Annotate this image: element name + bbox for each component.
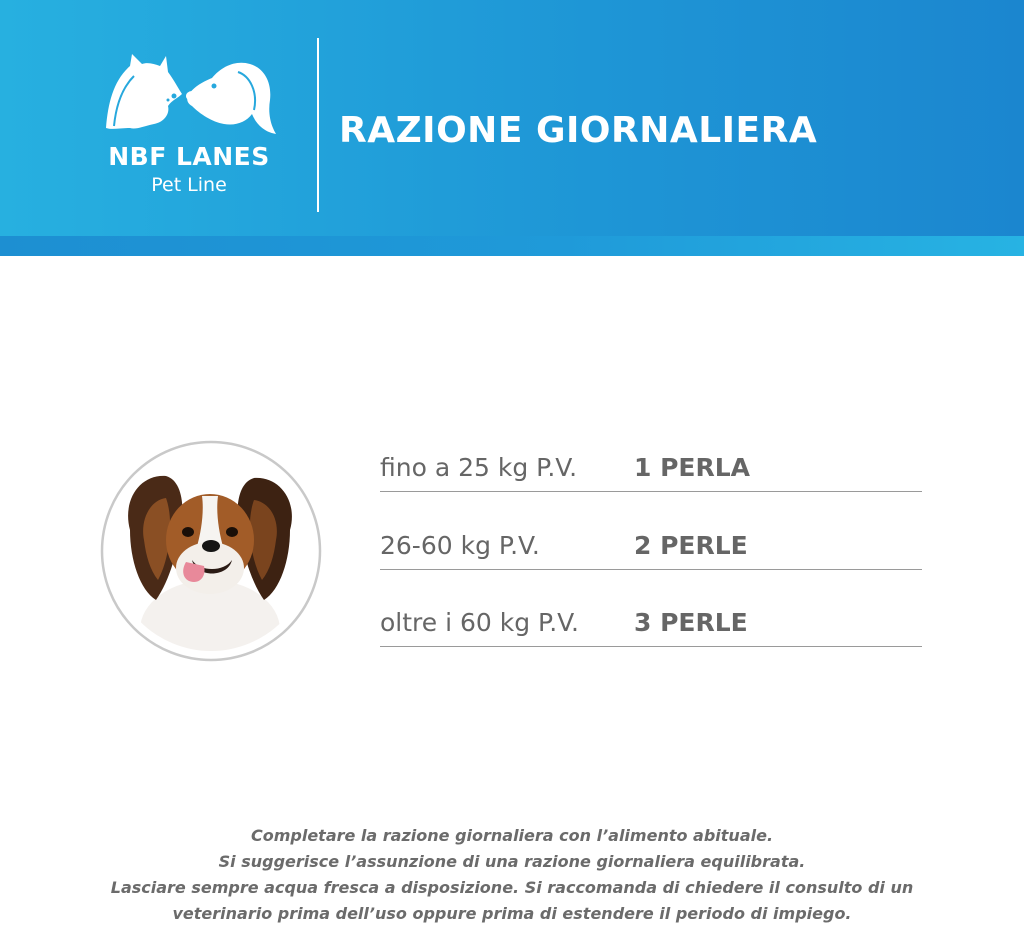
header-divider [317, 38, 319, 212]
dose-amount: 3 PERLE [634, 608, 748, 637]
brand-name: NBF LANES [108, 142, 270, 171]
dose-weight: oltre i 60 kg P.V. [380, 608, 579, 637]
dog-portrait [100, 440, 322, 662]
footnote [60, 823, 964, 927]
cat-dog-logo-icon [100, 52, 280, 140]
header-stripe [0, 236, 1024, 256]
row-divider [380, 569, 922, 570]
row-divider [380, 491, 922, 492]
footnote-line: Lasciare sempre acqua fresca a disposizione. Si raccomanda di chiedere il consulto di un [110, 878, 914, 897]
dose-amount: 2 PERLE [634, 531, 748, 560]
footnote-line: veterinario prima dell’uso oppure prima di estendere il periodo di impiego. [172, 904, 852, 923]
header-banner [0, 0, 1024, 236]
brand-subtitle: Pet Line [151, 174, 227, 196]
footnote-line: Completare la razione giornaliera con l’alimento abituale. [250, 826, 774, 845]
dose-amount: 1 PERLA [634, 453, 751, 482]
dose-row [380, 440, 922, 492]
dose-row [380, 595, 922, 647]
row-divider [380, 646, 922, 647]
page-title: RAZIONE GIORNALIERA [339, 110, 818, 151]
footnote-line: Si suggerisce l’assunzione di una razione giornaliera equilibrata. [218, 852, 806, 871]
dose-row [380, 518, 922, 570]
dose-weight: fino a 25 kg P.V. [380, 453, 578, 482]
dose-weight: 26-60 kg P.V. [380, 531, 540, 560]
